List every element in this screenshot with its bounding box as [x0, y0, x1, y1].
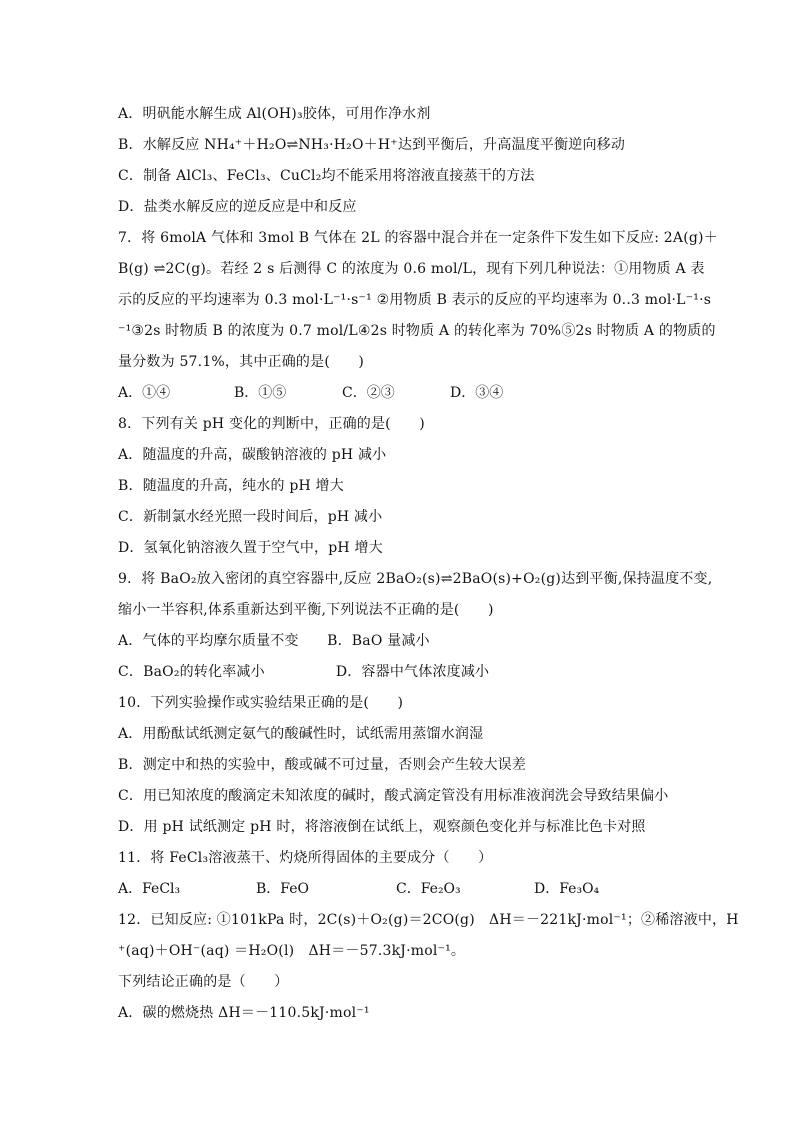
q9-options-ab: A．气体的平均摩尔质量不变 B．BaO 量减小	[118, 633, 430, 649]
q8-option-d: D．氢氧化钠溶液久置于空气中，pH 增大	[118, 540, 383, 556]
q7-option-d: D．③④	[450, 385, 504, 401]
q7-stem-line-1: 7．将 6molA 气体和 3mol B 气体在 2L 的容器中混合并在一定条件下发生如下反应: 2A(g)＋	[118, 230, 718, 246]
q7-option-a: A．①④	[118, 385, 171, 401]
q8-option-a: A．随温度的升高，碳酸钠溶液的 pH 减小	[118, 447, 387, 463]
q7-stem-line-3: 示的反应的平均速率为 0.3 mol·L⁻¹·s⁻¹ ②用物质 B 表示的反应的平均速率为 0..3 mol·L⁻¹·s	[118, 292, 712, 308]
q7-stem-line-5: 量分数为 57.1%，其中正确的是( )	[118, 354, 365, 370]
q7-stem-line-2: B(g) ⇌2C(g)。若经 2 s 后测得 C 的浓度为 0.6 mol/L，现有下列几种说法：①用物质 A 表	[118, 261, 705, 277]
q9-options-cd: C．BaO₂的转化率减小 D．容器中气体浓度减小	[118, 664, 490, 680]
q9-stem-line-1: 9．将 BaO₂放入密闭的真空容器中,反应 2BaO₂(s)⇌2BaO(s)+O₂(g)达到平衡,保持温度不变,	[118, 571, 713, 587]
q10-stem: 10．下列实验操作或实验结果正确的是( )	[118, 695, 404, 711]
q8-option-b: B．随温度的升高，纯水的 pH 增大	[118, 478, 344, 494]
q10-option-a: A．用酚酞试纸测定氨气的酸碱性时，试纸需用蒸馏水润湿	[118, 726, 484, 742]
q10-option-b: B．测定中和热的实验中，酸或碱不可过量，否则会产生较大误差	[118, 757, 527, 773]
q9-stem-line-2: 缩小一半容积,体系重新达到平衡,下列说法不正确的是( )	[118, 602, 494, 618]
q12-prompt: 下列结论正确的是（ ）	[118, 974, 289, 990]
q11-option-d: D．Fe₃O₄	[534, 881, 600, 897]
q12-stem-line-1: 12．已知反应: ①101kPa 时，2C(s)＋O₂(g)＝2CO(g) ΔH＝－221kJ·mol⁻¹；②稀溶液中，H	[118, 912, 739, 928]
q6-option-d: D．盐类水解反应的逆反应是中和反应	[118, 199, 357, 215]
q6-option-c: C．制备 AlCl₃、FeCl₃、CuCl₂均不能采用将溶液直接蒸干的方法	[118, 168, 535, 184]
q7-stem-line-4: ⁻¹③2s 时物质 B 的浓度为 0.7 mol/L④2s 时物质 A 的转化率为 70%⑤2s 时物质 A 的物质的	[118, 323, 716, 339]
q11-stem: 11．将 FeCl₃溶液蒸干、灼烧所得固体的主要成分（ ）	[118, 850, 493, 866]
q7-option-b: B．①⑤	[234, 385, 287, 401]
q11-options	[118, 879, 686, 899]
q8-option-c: C．新制氯水经光照一段时间后，pH 减小	[118, 509, 383, 525]
q6-option-a: A．明矾能水解生成 Al(OH)₃胶体，可用作净水剂	[118, 106, 431, 122]
q8-stem: 8．下列有关 pH 变化的判断中，正确的是( )	[118, 416, 425, 432]
q10-option-c: C．用已知浓度的酸滴定未知浓度的碱时，酸式滴定管没有用标准液润洗会导致结果偏小	[118, 788, 669, 804]
q11-option-b: B．FeO	[256, 881, 309, 897]
q7-options	[118, 383, 686, 403]
q12-stem-line-2: ⁺(aq)＋OH⁻(aq) ＝H₂O(l) ΔH＝－57.3kJ·mol⁻¹。	[118, 943, 466, 959]
q11-option-c: C．Fe₂O₃	[396, 881, 461, 897]
q12-option-a: A．碳的燃烧热 ΔH＝－110.5kJ·mol⁻¹	[118, 1005, 370, 1021]
q10-option-d: D．用 pH 试纸测定 pH 时，将溶液倒在试纸上，观察颜色变化并与标准比色卡对照	[118, 819, 646, 835]
q6-option-b: B．水解反应 NH₄⁺＋H₂O⇌NH₃·H₂O＋H⁺达到平衡后，升高温度平衡逆向移动	[118, 137, 626, 153]
q11-option-a: A．FeCl₃	[118, 881, 181, 897]
q7-option-c: C．②③	[342, 385, 395, 401]
